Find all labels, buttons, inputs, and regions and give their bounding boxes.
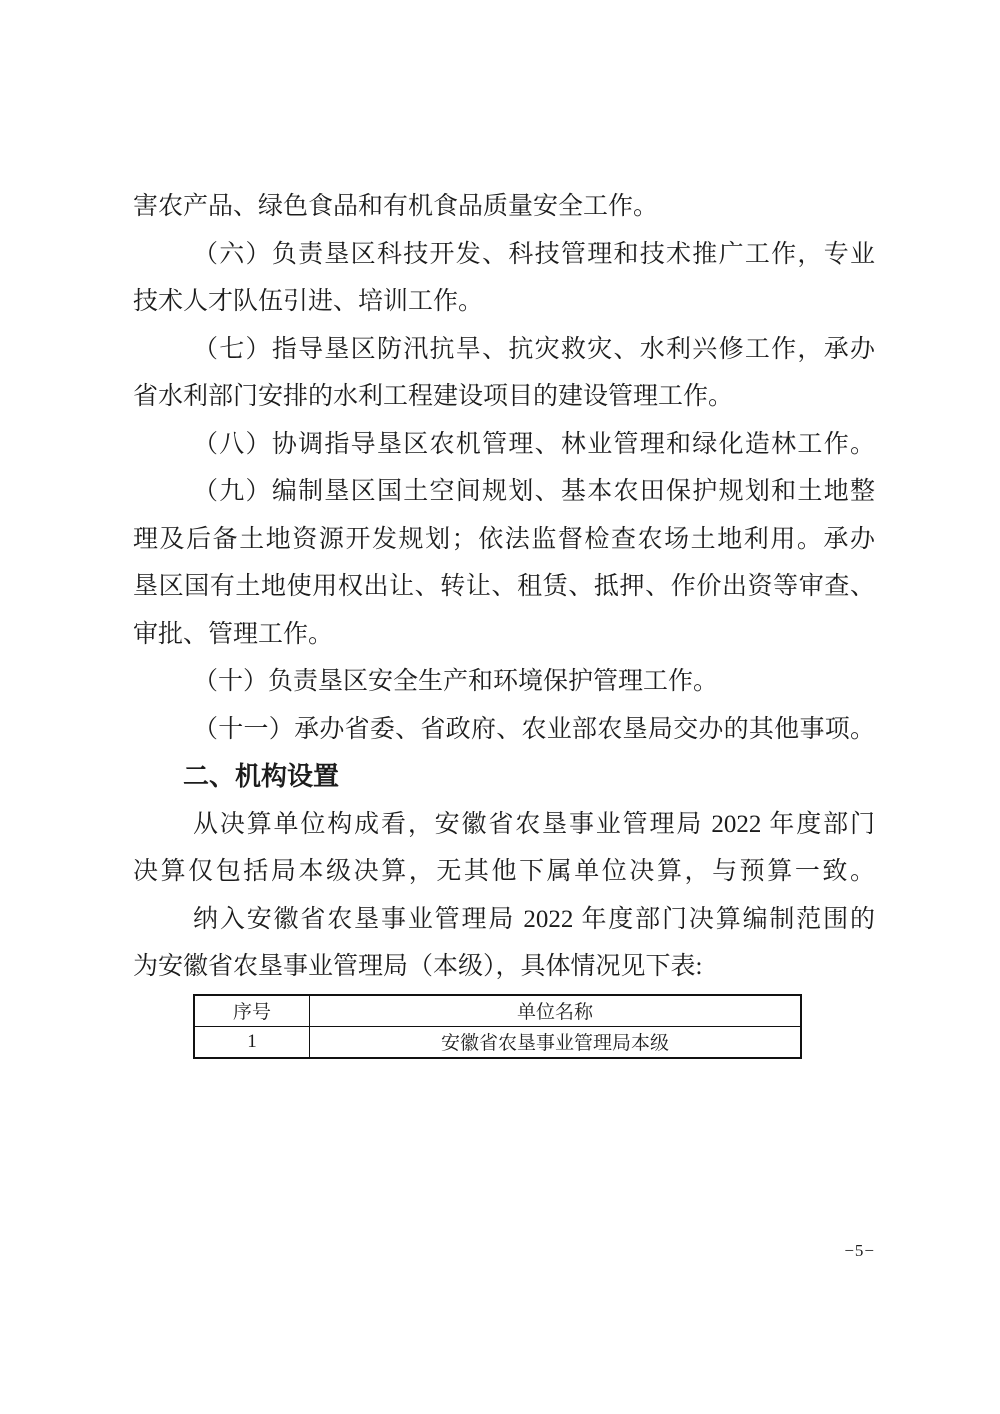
text-line: （六）负责垦区科技开发、科技管理和技术推广工作，专业 [193, 240, 875, 268]
text-line: 决算仅包括局本级决算，无其他下属单位决算，与预算一致。 [133, 858, 875, 885]
text-line: 审批、管理工作。 [133, 620, 334, 648]
units-table-body [194, 1026, 801, 1058]
units-table-header-cell: 序号 [194, 995, 310, 1027]
paragraph [133, 658, 875, 706]
paragraph [133, 896, 875, 991]
text-line: 二、机构设置 [183, 761, 340, 791]
text-line: 害农产品、绿色食品和有机食品质量安全工作。 [133, 193, 659, 220]
text-line: （八）协调指导垦区农机管理、林业管理和绿化造林工作。 [193, 430, 875, 458]
text-line: （七）指导垦区防汛抗旱、抗灾救灾、水利兴修工作，承办 [193, 335, 875, 363]
paragraph [133, 231, 875, 326]
text-line: 从决算单位构成看，安徽省农垦事业管理局 2022 年度部门 [193, 810, 875, 838]
text-line: 理及后备土地资源开发规划；依法监督检查农场土地利用。承办 [133, 525, 875, 553]
unit-name-cell: 安徽省农垦事业管理局本级 [310, 1026, 802, 1058]
text-line: （十）负责垦区安全生产和环境保护管理工作。 [193, 668, 719, 695]
units-table-header-row [194, 995, 801, 1027]
unit-index-cell: 1 [194, 1026, 310, 1058]
paragraph [133, 421, 875, 469]
text-line: 为安徽省农垦事业管理局（本级），具体情况见下表: [133, 953, 703, 980]
paragraph [133, 801, 875, 896]
document-content [133, 183, 875, 1059]
text-line: 垦区国有土地使用权出让、转让、租赁、抵押、作价出资等审查、 [133, 573, 875, 600]
paragraph [133, 468, 875, 658]
page-number: −5− [844, 1241, 875, 1260]
units-table-header-cell: 单位名称 [310, 995, 802, 1027]
paragraph [133, 183, 875, 231]
units-table [193, 994, 802, 1059]
table-row [194, 1026, 801, 1058]
document-body [133, 183, 875, 991]
paragraph [133, 326, 875, 421]
text-line: 技术人才队伍引进、培训工作。 [133, 288, 484, 315]
section-heading [133, 753, 875, 801]
text-line: 纳入安徽省农垦事业管理局 2022 年度部门决算编制范围的 [193, 905, 875, 933]
text-line: 省水利部门安排的水利工程建设项目的建设管理工作。 [133, 383, 734, 410]
text-line: （十一）承办省委、省政府、农业部农垦局交办的其他事项。 [193, 715, 875, 743]
text-line: （九）编制垦区国土空间规划、基本农田保护规划和土地整 [193, 478, 875, 505]
units-table-head [194, 995, 801, 1027]
paragraph [133, 706, 875, 754]
